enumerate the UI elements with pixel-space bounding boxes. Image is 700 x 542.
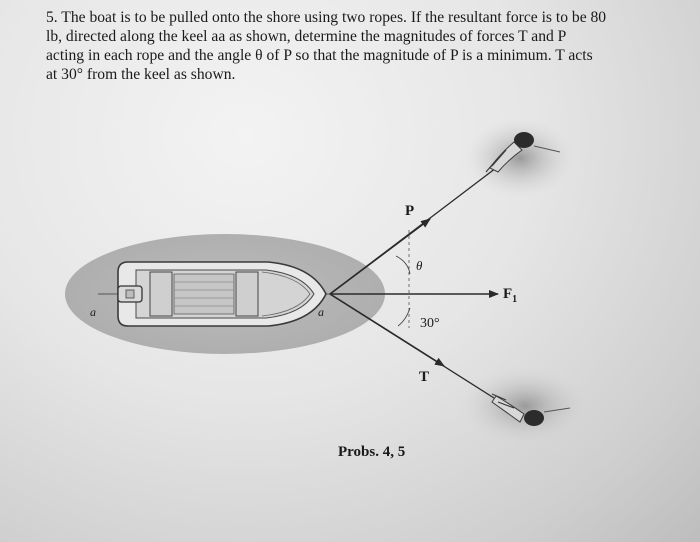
- keel-label-left: a: [90, 305, 96, 319]
- problem-line-1: 5. The boat is to be pulled onto the shore using two ropes. If the resultant force is to be 80: [46, 9, 607, 26]
- label-F1-subscript: 1: [512, 294, 518, 305]
- outboard-motor: [118, 286, 142, 302]
- keel-label-right: a: [318, 305, 324, 319]
- label-F1: [503, 286, 517, 305]
- thirty-degree-arc: [398, 308, 410, 326]
- shore-shading-bottom: [460, 366, 590, 446]
- theta-arc: [396, 256, 410, 274]
- label-30-degrees: 30°: [420, 316, 440, 331]
- label-P: P: [405, 203, 415, 219]
- figure-caption: Probs. 4, 5: [338, 444, 406, 460]
- label-theta: θ: [416, 258, 423, 273]
- shore-shading-top: [465, 118, 575, 198]
- boat: [118, 262, 326, 326]
- problem-line-3: acting in each rope and the angle θ of P so that the magnitude of P is a minimum. T acts: [46, 47, 593, 64]
- problem-line-2: lb, directed along the keel aa as shown, determine the magnitudes of forces T and P: [46, 28, 567, 45]
- label-T: T: [419, 369, 430, 385]
- problem-line-4: at 30° from the keel as shown.: [46, 66, 236, 83]
- label-F1-main: F: [503, 286, 513, 302]
